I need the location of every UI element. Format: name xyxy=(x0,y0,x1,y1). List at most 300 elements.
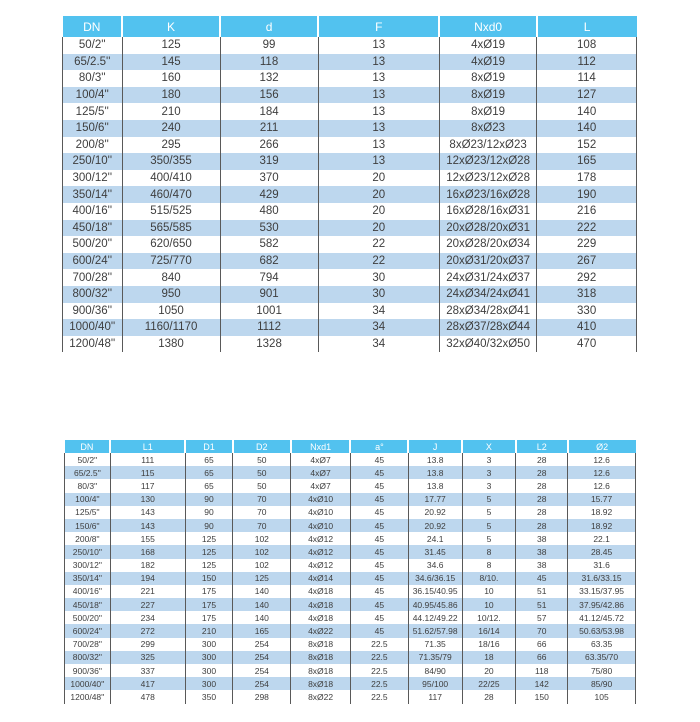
table-cell: 350 xyxy=(185,690,233,703)
table-cell: 600/24'' xyxy=(65,624,111,637)
table-cell: 20.92 xyxy=(408,519,462,532)
table-cell: 34.6/36.15 xyxy=(408,572,462,585)
table-cell: 8xØ19 xyxy=(439,103,536,120)
table-cell: 234 xyxy=(110,611,185,624)
table-cell: 295 xyxy=(122,137,220,154)
table-cell: 350/14'' xyxy=(63,186,123,203)
table-cell: 682 xyxy=(220,253,318,270)
column-header: d xyxy=(220,16,318,37)
column-header: DN xyxy=(65,440,111,453)
table-row xyxy=(63,87,637,104)
table-cell: 330 xyxy=(537,303,637,320)
table-cell: 160 xyxy=(122,70,220,87)
table-cell: 30 xyxy=(318,269,439,286)
header-row xyxy=(63,16,637,37)
table-cell: 155 xyxy=(110,532,185,545)
table-cell: 8xØ18 xyxy=(291,677,351,690)
table-cell: 40.95/45.86 xyxy=(408,598,462,611)
table-cell: 1200/48'' xyxy=(63,336,123,353)
table-cell: 51 xyxy=(516,585,568,598)
table-cell: 50.63/53.98 xyxy=(568,624,636,637)
table-cell: 5 xyxy=(462,519,516,532)
table-cell: 429 xyxy=(220,186,318,203)
table-cell: 45 xyxy=(350,545,408,558)
table-row xyxy=(63,203,637,220)
table-cell: 184 xyxy=(220,103,318,120)
table-row xyxy=(63,319,637,336)
table-cell: 500/20'' xyxy=(63,236,123,253)
table-cell: 13.8 xyxy=(408,466,462,479)
table-cell: 1001 xyxy=(220,303,318,320)
table-cell: 28 xyxy=(516,453,568,466)
table-cell: 10 xyxy=(462,598,516,611)
table-body xyxy=(65,453,636,704)
table-cell: 50/2'' xyxy=(63,37,123,54)
table-cell: 118 xyxy=(516,664,568,677)
table-cell: 37.95/42.86 xyxy=(568,598,636,611)
table-cell: 350/14'' xyxy=(65,572,111,585)
table-cell: 565/585 xyxy=(122,220,220,237)
table-row xyxy=(65,624,636,637)
table-cell: 70 xyxy=(233,519,291,532)
table-cell: 20.92 xyxy=(408,506,462,519)
table-cell: 38 xyxy=(516,545,568,558)
table-row xyxy=(63,120,637,137)
table-cell: 4xØ18 xyxy=(291,585,351,598)
table-cell: 470 xyxy=(537,336,637,353)
table-cell: 200/8'' xyxy=(63,137,123,154)
column-header: X xyxy=(462,440,516,453)
table-row xyxy=(65,519,636,532)
column-header: F xyxy=(318,16,439,37)
table-cell: 125 xyxy=(185,559,233,572)
table-cell: 71.35 xyxy=(408,638,462,651)
table-cell: 140 xyxy=(537,103,637,120)
table-cell: 194 xyxy=(110,572,185,585)
table-cell: 22.1 xyxy=(568,532,636,545)
table-cell: 800/32'' xyxy=(65,651,111,664)
table-cell: 12.6 xyxy=(568,466,636,479)
table-row xyxy=(65,690,636,703)
table-cell: 1000/40'' xyxy=(63,319,123,336)
table-cell: 150/6'' xyxy=(63,120,123,137)
column-header: L xyxy=(537,16,637,37)
table-body xyxy=(63,37,637,352)
table-cell: 20xØ28/20xØ34 xyxy=(439,236,536,253)
table-cell: 30 xyxy=(318,286,439,303)
table-row xyxy=(63,236,637,253)
table-cell: 90 xyxy=(185,493,233,506)
table-row xyxy=(65,611,636,624)
table-cell: 700/28'' xyxy=(65,638,111,651)
table-cell: 370 xyxy=(220,170,318,187)
table-row xyxy=(65,559,636,572)
table-cell: 180 xyxy=(122,87,220,104)
column-header: DN xyxy=(63,16,123,37)
table-cell: 18 xyxy=(462,651,516,664)
table-cell: 17.77 xyxy=(408,493,462,506)
table-cell: 221 xyxy=(110,585,185,598)
table-cell: 45 xyxy=(350,585,408,598)
table-cell: 65 xyxy=(185,466,233,479)
table-row xyxy=(65,506,636,519)
table-cell: 34.6 xyxy=(408,559,462,572)
table-cell: 28 xyxy=(462,690,516,703)
table-row xyxy=(63,170,637,187)
column-header: Nxd0 xyxy=(439,16,536,37)
table-cell: 20xØ28/20xØ31 xyxy=(439,220,536,237)
table-row xyxy=(63,253,637,270)
table-cell: 20 xyxy=(318,170,439,187)
table-cell: 20 xyxy=(318,203,439,220)
table-cell: 13.8 xyxy=(408,453,462,466)
table-cell: 108 xyxy=(537,37,637,54)
table-cell: 500/20'' xyxy=(65,611,111,624)
table-cell: 8 xyxy=(462,559,516,572)
table-cell: 229 xyxy=(537,236,637,253)
table-cell: 15.77 xyxy=(568,493,636,506)
table-cell: 112 xyxy=(537,54,637,71)
table-cell: 222 xyxy=(537,220,637,237)
table-cell: 33.15/37.95 xyxy=(568,585,636,598)
table-cell: 99 xyxy=(220,37,318,54)
table-cell: 10 xyxy=(462,585,516,598)
table-cell: 4xØ12 xyxy=(291,545,351,558)
table-cell: 80/3'' xyxy=(65,479,111,492)
table-cell: 45 xyxy=(350,598,408,611)
table-cell: 125 xyxy=(185,532,233,545)
table-cell: 450/18'' xyxy=(65,598,111,611)
table-row xyxy=(63,186,637,203)
column-header: a° xyxy=(350,440,408,453)
table-cell: 1160/1170 xyxy=(122,319,220,336)
table-cell: 150/6'' xyxy=(65,519,111,532)
column-header: Nxd1 xyxy=(291,440,351,453)
table-cell: 22.5 xyxy=(350,664,408,677)
table-cell: 165 xyxy=(537,153,637,170)
table-cell: 190 xyxy=(537,186,637,203)
table-cell: 28.45 xyxy=(568,545,636,558)
table-cell: 127 xyxy=(537,87,637,104)
table-cell: 4xØ7 xyxy=(291,479,351,492)
table-cell: 90 xyxy=(185,519,233,532)
table-cell: 22.5 xyxy=(350,638,408,651)
table-cell: 840 xyxy=(122,269,220,286)
table-cell: 272 xyxy=(110,624,185,637)
column-header: Ø2 xyxy=(568,440,636,453)
table-cell: 51.62/57.98 xyxy=(408,624,462,637)
table-cell: 410 xyxy=(537,319,637,336)
table-cell: 28 xyxy=(516,479,568,492)
table-row xyxy=(63,103,637,120)
table-cell: 18/16 xyxy=(462,638,516,651)
table-cell: 8xØ22 xyxy=(291,690,351,703)
table-cell: 298 xyxy=(233,690,291,703)
table-cell: 125 xyxy=(122,37,220,54)
table-cell: 13 xyxy=(318,153,439,170)
table-row xyxy=(63,303,637,320)
table-cell: 45 xyxy=(350,479,408,492)
table-row xyxy=(63,336,637,353)
table-cell: 13 xyxy=(318,37,439,54)
table-cell: 28xØ37/28xØ44 xyxy=(439,319,536,336)
table-cell: 250/10'' xyxy=(63,153,123,170)
table-cell: 22/25 xyxy=(462,677,516,690)
table-cell: 20 xyxy=(462,664,516,677)
table-cell: 41.12/45.72 xyxy=(568,611,636,624)
table-cell: 13 xyxy=(318,70,439,87)
table-row xyxy=(63,153,637,170)
table-cell: 216 xyxy=(537,203,637,220)
table-cell: 400/410 xyxy=(122,170,220,187)
table-cell: 80/3'' xyxy=(63,70,123,87)
table-cell: 50 xyxy=(233,479,291,492)
table-cell: 150 xyxy=(185,572,233,585)
table-cell: 114 xyxy=(537,70,637,87)
table-cell: 400/16'' xyxy=(65,585,111,598)
table-cell: 70 xyxy=(233,506,291,519)
table-row xyxy=(65,638,636,651)
table-cell: 51 xyxy=(516,598,568,611)
table-cell: 319 xyxy=(220,153,318,170)
table-cell: 5 xyxy=(462,532,516,545)
table-cell: 22.5 xyxy=(350,677,408,690)
table-cell: 318 xyxy=(537,286,637,303)
table-cell: 140 xyxy=(233,598,291,611)
table-cell: 152 xyxy=(537,137,637,154)
table-cell: 57 xyxy=(516,611,568,624)
table-cell: 1200/48'' xyxy=(65,690,111,703)
table-cell: 13 xyxy=(318,54,439,71)
table-cell: 145 xyxy=(122,54,220,71)
table-cell: 300/12'' xyxy=(65,559,111,572)
table-cell: 13 xyxy=(318,103,439,120)
table-cell: 530 xyxy=(220,220,318,237)
table-cell: 300 xyxy=(185,651,233,664)
table-cell: 150 xyxy=(516,690,568,703)
table-cell: 3 xyxy=(462,479,516,492)
table-cell: 24xØ31/24xØ37 xyxy=(439,269,536,286)
table-cell: 22.5 xyxy=(350,690,408,703)
table-cell: 143 xyxy=(110,506,185,519)
table-cell: 165 xyxy=(233,624,291,637)
table-cell: 13 xyxy=(318,87,439,104)
column-header: K xyxy=(122,16,220,37)
table-cell: 156 xyxy=(220,87,318,104)
table-cell: 620/650 xyxy=(122,236,220,253)
table-cell: 1112 xyxy=(220,319,318,336)
table-row xyxy=(63,70,637,87)
table-cell: 34 xyxy=(318,336,439,353)
table-cell: 10/12. xyxy=(462,611,516,624)
table-cell: 125/5'' xyxy=(65,506,111,519)
table-cell: 417 xyxy=(110,677,185,690)
table-cell: 44.12/49.22 xyxy=(408,611,462,624)
table-cell: 13 xyxy=(318,137,439,154)
table-cell: 140 xyxy=(233,611,291,624)
table-cell: 45 xyxy=(350,493,408,506)
table-cell: 16/14 xyxy=(462,624,516,637)
table-cell: 34 xyxy=(318,319,439,336)
table-cell: 12.6 xyxy=(568,453,636,466)
table-cell: 45 xyxy=(350,532,408,545)
table-cell: 130 xyxy=(110,493,185,506)
table-cell: 142 xyxy=(516,677,568,690)
table-cell: 182 xyxy=(110,559,185,572)
table-cell: 300/12'' xyxy=(63,170,123,187)
table-row xyxy=(65,493,636,506)
table-cell: 4xØ12 xyxy=(291,559,351,572)
table-cell: 8xØ18 xyxy=(291,651,351,664)
table-cell: 266 xyxy=(220,137,318,154)
table-cell: 4xØ7 xyxy=(291,453,351,466)
table-cell: 24xØ34/24xØ41 xyxy=(439,286,536,303)
table-cell: 13.8 xyxy=(408,479,462,492)
table-cell: 200/8'' xyxy=(65,532,111,545)
table-cell: 20 xyxy=(318,186,439,203)
column-header: L2 xyxy=(516,440,568,453)
table-cell: 5 xyxy=(462,506,516,519)
table-cell: 3 xyxy=(462,466,516,479)
table-cell: 45 xyxy=(350,506,408,519)
table-row xyxy=(65,585,636,598)
table-cell: 65/2.5'' xyxy=(63,54,123,71)
table-cell: 132 xyxy=(220,70,318,87)
table-cell: 1328 xyxy=(220,336,318,353)
table-cell: 800/32'' xyxy=(63,286,123,303)
table-cell: 84/90 xyxy=(408,664,462,677)
table-cell: 4xØ18 xyxy=(291,598,351,611)
table-cell: 450/18'' xyxy=(63,220,123,237)
table-cell: 70 xyxy=(233,493,291,506)
table-cell: 140 xyxy=(537,120,637,137)
table-cell: 325 xyxy=(110,651,185,664)
table-cell: 300 xyxy=(185,677,233,690)
table-cell: 38 xyxy=(516,559,568,572)
table-row xyxy=(63,137,637,154)
table-cell: 50 xyxy=(233,453,291,466)
table-cell: 63.35 xyxy=(568,638,636,651)
table-cell: 8xØ18 xyxy=(291,664,351,677)
table-cell: 22 xyxy=(318,236,439,253)
table-cell: 50/2'' xyxy=(65,453,111,466)
table-row xyxy=(63,54,637,71)
table-cell: 24.1 xyxy=(408,532,462,545)
table-cell: 300 xyxy=(185,638,233,651)
table-cell: 178 xyxy=(537,170,637,187)
table-cell: 45 xyxy=(350,453,408,466)
table-cell: 115 xyxy=(110,466,185,479)
table-cell: 34 xyxy=(318,303,439,320)
table-cell: 28 xyxy=(516,506,568,519)
table-cell: 4xØ18 xyxy=(291,611,351,624)
table-cell: 8/10. xyxy=(462,572,516,585)
column-header: L1 xyxy=(110,440,185,453)
table-cell: 22 xyxy=(318,253,439,270)
table-cell: 66 xyxy=(516,638,568,651)
table-cell: 12.6 xyxy=(568,479,636,492)
table-cell: 102 xyxy=(233,532,291,545)
table-cell: 460/470 xyxy=(122,186,220,203)
table-cell: 5 xyxy=(462,493,516,506)
column-header: D2 xyxy=(233,440,291,453)
flange-table-bottom xyxy=(64,440,636,704)
table-cell: 8xØ23/12xØ23 xyxy=(439,137,536,154)
table-cell: 117 xyxy=(408,690,462,703)
table-cell: 8xØ19 xyxy=(439,70,536,87)
table-cell: 38 xyxy=(516,532,568,545)
table-cell: 65 xyxy=(185,479,233,492)
table-cell: 45 xyxy=(350,559,408,572)
table-cell: 45 xyxy=(350,466,408,479)
table-row xyxy=(63,286,637,303)
table-cell: 4xØ10 xyxy=(291,519,351,532)
table-cell: 45 xyxy=(516,572,568,585)
table-cell: 950 xyxy=(122,286,220,303)
table-row xyxy=(63,269,637,286)
table-cell: 1380 xyxy=(122,336,220,353)
table-cell: 292 xyxy=(537,269,637,286)
table-cell: 4xØ22 xyxy=(291,624,351,637)
table-cell: 16xØ28/16xØ31 xyxy=(439,203,536,220)
table-cell: 254 xyxy=(233,638,291,651)
table-cell: 350/355 xyxy=(122,153,220,170)
table-cell: 4xØ10 xyxy=(291,506,351,519)
table-cell: 105 xyxy=(568,690,636,703)
table-cell: 31.6 xyxy=(568,559,636,572)
table-cell: 125 xyxy=(233,572,291,585)
table-cell: 36.15/40.95 xyxy=(408,585,462,598)
table-cell: 240 xyxy=(122,120,220,137)
table-cell: 250/10'' xyxy=(65,545,111,558)
table-cell: 267 xyxy=(537,253,637,270)
table-cell: 480 xyxy=(220,203,318,220)
table-cell: 66 xyxy=(516,651,568,664)
table-row xyxy=(65,545,636,558)
table-cell: 400/16'' xyxy=(63,203,123,220)
table-row xyxy=(63,220,637,237)
table-cell: 111 xyxy=(110,453,185,466)
table-row xyxy=(65,466,636,479)
table-cell: 32xØ40/32xØ50 xyxy=(439,336,536,353)
table-cell: 901 xyxy=(220,286,318,303)
table-cell: 4xØ10 xyxy=(291,493,351,506)
table-cell: 140 xyxy=(233,585,291,598)
table-cell: 95/100 xyxy=(408,677,462,690)
table-cell: 4xØ7 xyxy=(291,466,351,479)
table-cell: 18.92 xyxy=(568,506,636,519)
table-cell: 70 xyxy=(516,624,568,637)
table-row xyxy=(65,598,636,611)
table-cell: 31.45 xyxy=(408,545,462,558)
table-cell: 299 xyxy=(110,638,185,651)
table-cell: 18.92 xyxy=(568,519,636,532)
table-cell: 700/28'' xyxy=(63,269,123,286)
table-cell: 90 xyxy=(185,506,233,519)
table-row xyxy=(65,532,636,545)
table-cell: 125 xyxy=(185,545,233,558)
table-cell: 63.35/70 xyxy=(568,651,636,664)
header-row xyxy=(65,440,636,453)
table-cell: 45 xyxy=(350,624,408,637)
table-row xyxy=(63,37,637,54)
table-cell: 100/4'' xyxy=(63,87,123,104)
table-cell: 118 xyxy=(220,54,318,71)
table-cell: 515/525 xyxy=(122,203,220,220)
table-cell: 28 xyxy=(516,519,568,532)
table-cell: 12xØ23/12xØ28 xyxy=(439,153,536,170)
table-cell: 85/90 xyxy=(568,677,636,690)
